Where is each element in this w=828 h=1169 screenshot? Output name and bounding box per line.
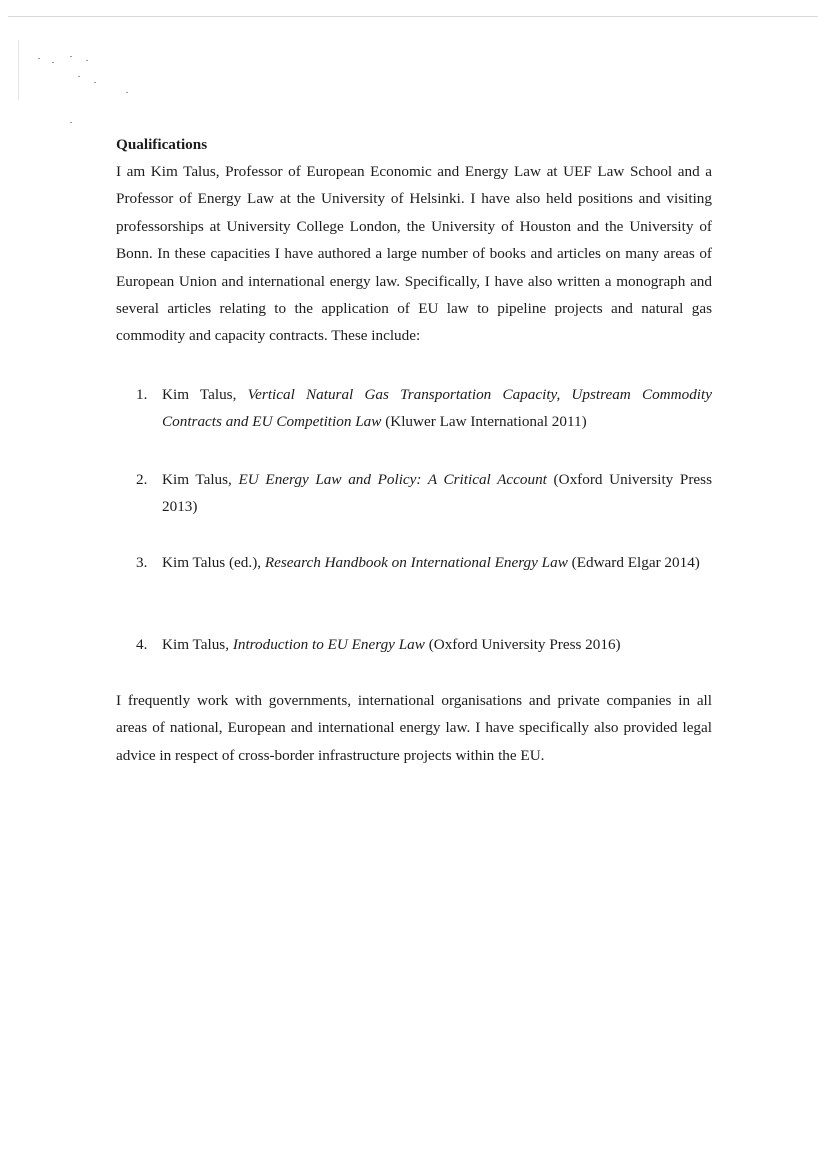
scan-speck: [78, 76, 80, 77]
scan-speck: [86, 60, 88, 61]
reference-text: [162, 549, 712, 576]
reference-text: [162, 466, 712, 521]
reference-publisher: (Kluwer Law International 2011): [381, 413, 587, 431]
reference-item: [136, 466, 712, 521]
reference-item: [136, 381, 712, 436]
reference-author: Kim Talus,: [162, 636, 233, 653]
scan-speck: [94, 82, 96, 83]
reference-number: 3.: [136, 554, 148, 571]
scan-speck: [70, 122, 72, 123]
scan-speck: [70, 56, 72, 57]
reference-title: Research Handbook on International Energy Law: [264, 554, 568, 571]
reference-number: 1.: [136, 386, 148, 403]
reference-text: [162, 631, 712, 658]
reference-number: 4.: [136, 636, 148, 653]
closing-paragraph: I frequently work with governments, international organisations and private companies in all areas of national, European and international energy law. I have specifically also provided legal advice in respect of cross-border infrastructure projects within the EU.: [116, 692, 712, 764]
scan-edge-line: [8, 16, 818, 17]
reference-item: [136, 631, 712, 658]
reference-publisher: (Oxford University Press 2013): [162, 471, 712, 516]
scan-speck: [38, 58, 40, 59]
reference-author: Kim Talus (ed.),: [162, 554, 265, 571]
intro-paragraph: I am Kim Talus, Professor of European Economic and Energy Law at UEF Law School and a Professor of Energy Law at the University of Helsinki. I have also held positions and visiting professorships at University College London, the University of Houston and the University of Bonn. In these capacities I have authored a large number of books and articles on many areas of European Union and international energy law. Specifically, I have also written a monograph and several articles relating to the application of EU law to pipeline projects and natural gas commodity and capacity contracts. These include:: [116, 163, 712, 345]
reference-title: EU Energy Law and Policy: A Critical Account: [238, 471, 547, 488]
scan-speck: [126, 92, 128, 93]
reference-publisher: (Edward Elgar 2014): [567, 554, 700, 571]
section-heading: Qualifications: [116, 136, 208, 153]
reference-author: Kim Talus,: [162, 471, 239, 488]
reference-author: Kim Talus,: [162, 386, 248, 403]
reference-title: Vertical Natural Gas Transportation Capacity, Upstream Commodity Contracts and EU Competition Law: [162, 386, 712, 431]
reference-item: [136, 549, 712, 576]
scan-margin-line: [18, 40, 19, 100]
reference-publisher: (Oxford University Press 2016): [424, 636, 621, 653]
scan-speck: [52, 62, 54, 63]
qualifications-section: [116, 134, 712, 764]
reference-number: 2.: [136, 471, 148, 488]
reference-text: [162, 381, 712, 436]
reference-title: Introduction to EU Energy Law: [232, 636, 425, 653]
